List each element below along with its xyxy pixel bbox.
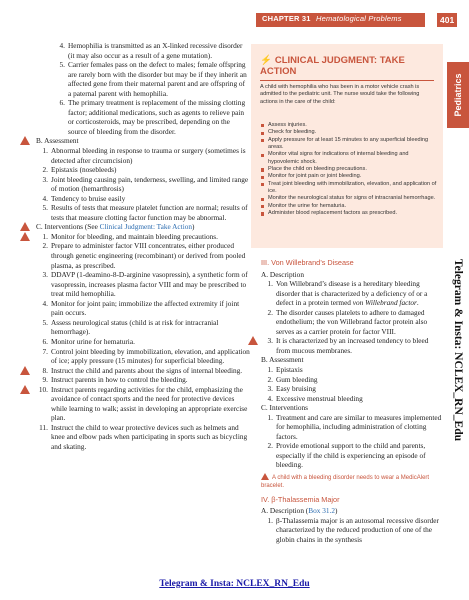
priority-alert-icon (20, 232, 30, 241)
list-item: 1. β-Thalassemia major is an autosomal recessive disorder characterized by the reduced production of one of the globin chains in the synthesis (267, 515, 439, 544)
list-item: 2. The disorder causes platelets to adhere to damaged endothelium; the von Willebrand factor protein also serves as a carrier protein for factor VIII. (267, 307, 428, 336)
list-item: 3. Easy bruising (267, 384, 316, 394)
list-item: 1. Abnormal bleeding in response to trauma or surgery (sometimes is detected after circumcision) (42, 146, 246, 165)
alert-icon (261, 473, 269, 480)
priority-alert-icon (20, 136, 30, 145)
list-item: 5. Results of tests that measure platelet function are normal; results of tests that measure clotting factor function may be abnormal. (42, 203, 248, 222)
list-item: Monitor the neurological status for signs of intracranial hemorrhage. (260, 195, 438, 202)
clinical-judgment-link[interactable]: Clinical Judgment: Take Action (99, 222, 193, 232)
list-item: Treat joint bleeding with immobilization, elevation, and application of ice. (260, 181, 438, 196)
left-column (36, 41, 250, 452)
list-item: 4. Tendency to bruise easily (42, 193, 126, 203)
list-item: 3. DDAVP (1-deamino-8-D-arginine vasopressin), a synthetic form of vasopressin, increases plasma factor VIII and may be prescribed to treat mild hemophilia. (42, 270, 248, 299)
list-item: 1. Epistaxis (267, 365, 303, 375)
list-item: Monitor for joint pain or joint bleeding. (260, 173, 438, 180)
description-heading: A. Description (261, 269, 304, 279)
alert-note: A child with a bleeding disorder needs to wear a MedicAlert bracelet. (261, 475, 430, 489)
section-heading: III. Von Willebrand’s Disease (261, 258, 354, 267)
section-heading: IV. β-Thalassemia Major (261, 494, 340, 504)
chapter-label: CHAPTER 31 (262, 14, 311, 23)
list-item: 5. Carrier females pass on the defect to males; female offspring are rarely born with the disorder but may be if they inherit an affected gene from their maternal parent and are offspring of a paternal parent with hemophilia. (59, 60, 247, 98)
list-item: 6. Monitor urine for hematuria. (42, 336, 135, 346)
section-tab (447, 62, 469, 128)
list-item: 4. Hemophilia is transmitted as an X-linked recessive disorder (it may also occur as a result of a gene mutation). (59, 41, 243, 60)
clinical-judgment-title: ⚡ CLINICAL JUDGMENT: TAKE ACTION (260, 55, 405, 77)
priority-alert-icon (20, 222, 30, 231)
list-item: Check for bleeding. (260, 129, 438, 136)
chapter-title: Hematological Problems (315, 14, 402, 23)
list-item: 8. Instruct the child and parents about the signs of internal bleeding. (36, 366, 250, 376)
list-item: 3. Joint bleeding causing pain, tenderness, swelling, and limited range of motion (hemarthrosis) (42, 174, 249, 194)
priority-alert-icon (20, 366, 30, 375)
list-item: Apply pressure for at least 15 minutes to any superficial bleeding areas. (260, 137, 438, 152)
interventions-heading: C. Interventions (261, 403, 309, 413)
list-item: Administer blood replacement factors as prescribed. (260, 210, 438, 217)
list-item: 11. Instruct the child to wear protective devices such as helmets and knee and elbow pads when participating in sports such as bicycling and skating. (39, 422, 248, 451)
list-item: 1. Von Willebrand’s disease is a hereditary bleeding disorder that is characterized by a deficiency of or a defect in a protein termed von Willebrand factor. (267, 279, 428, 308)
list-item: 2. Gum bleeding (267, 374, 318, 384)
side-watermark (449, 215, 467, 485)
list-item: 3. It is characterized by an increased tendency to bleed from mucous membranes. (261, 336, 442, 355)
side-watermark-text: Telegram & Insta: NCLEX_RN_Edu (452, 259, 464, 441)
list-item: 4. Excessive menstrual bleeding (267, 393, 363, 403)
list-item: Monitor vital signs for indications of internal bleeding and hypovolemic shock. (260, 151, 438, 166)
assessment-heading: B. Assessment (36, 136, 250, 146)
list-item: 9. Instruct parents in how to control the bleeding. (42, 375, 188, 385)
priority-alert-icon (248, 336, 258, 345)
running-head (262, 14, 402, 23)
list-item: 10. Instruct parents regarding activities for the child, emphasizing the avoidance of contact sports and the need for protective devices while learning to walk; assist in developing an appropriate exercise plan. (36, 385, 250, 423)
interventions-heading: C. Interventions (See Clinical Judgment: Take Action) (36, 222, 250, 232)
list-item: Monitor the urine for hematuria. (260, 203, 438, 210)
list-item: 2. Provide emotional support to the child and parents, especially if the child is experiencing an episode of bleeding. (267, 441, 426, 470)
list-item: Place the child on bleeding precautions. (260, 166, 438, 173)
page-number: 401 (437, 13, 457, 27)
clinical-judgment-box (251, 44, 443, 248)
assessment-heading: B. Assessment (261, 355, 304, 365)
list-item: 6. The primary treatment is replacement of the missing clotting factor; additional medications, such as agents to relieve pain or corticosteroids, may be prescribed, depending on the source of bleeding from the disorder. (59, 98, 246, 136)
list-item: 5. Assess neurological status (child is at risk for intracranial hemorrhage). (42, 317, 219, 337)
description-heading: A. Description (Box 31.2) (261, 506, 338, 516)
list-item: 4. Monitor for joint pain; immobilize the affected extremity if joint pain occurs. (42, 298, 240, 318)
divider (260, 80, 434, 81)
list-top (36, 41, 250, 136)
clinical-judgment-intro: A child with hemophilia who has been in a motor vehicle crash is admitted to the pediatric unit. The nurse would take the following actions in the care of the child: (260, 84, 420, 105)
lightning-icon: ⚡ (260, 55, 272, 66)
interventions-list (36, 232, 250, 452)
list-item: 7. Control joint bleeding by immobilization, elevation, and application of ice; apply pressure (15 minutes) for superficial bleeding. (42, 346, 250, 366)
list-item: 1. Monitor for bleeding, and maintain bleeding precautions. (36, 232, 250, 242)
clinical-judgment-actions (260, 122, 438, 217)
list-item: Assess injuries. (260, 122, 438, 129)
section-tab-label: Pediatrics (453, 73, 463, 117)
assessment-list (36, 146, 250, 222)
box-link[interactable]: Box 31.2 (308, 506, 335, 516)
list-item: 1. Treatment and care are similar to measures implemented for hemophilia, including administration of clotting factors. (267, 412, 442, 441)
list-item: 2. Epistaxis (nosebleeds) (42, 165, 117, 175)
page-header (0, 0, 469, 42)
priority-alert-icon (20, 385, 30, 394)
footer-watermark: Telegram & Insta: NCLEX_RN_Edu (159, 579, 310, 589)
right-column (261, 256, 442, 544)
list-item: 2. Prepare to administer factor VIII concentrates, either produced through genetic engineering (recombinant) or derived from pooled plasma, as prescribed. (42, 241, 246, 270)
